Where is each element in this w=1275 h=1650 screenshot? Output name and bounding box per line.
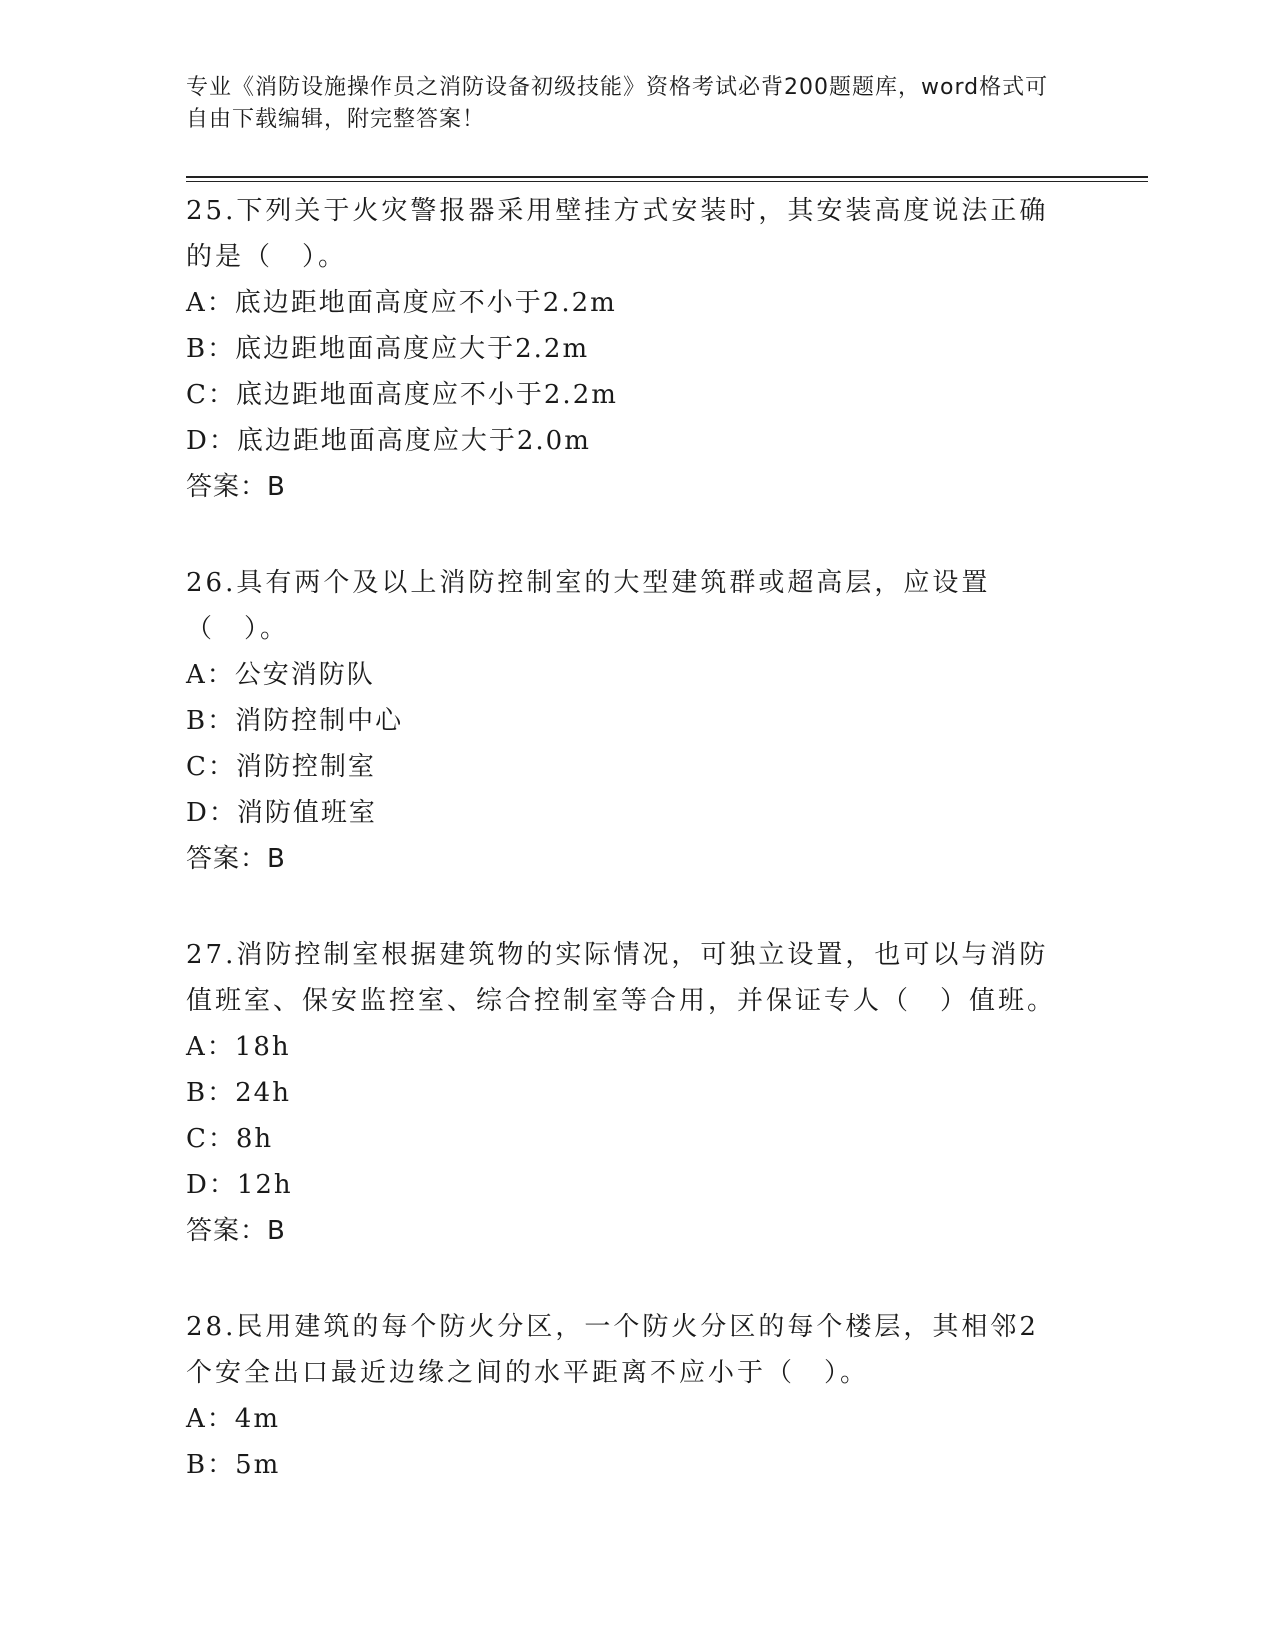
option-a: A：18h: [186, 1032, 291, 1062]
question-27: [186, 932, 1066, 1254]
question-26: [186, 560, 1066, 882]
question-stem: 25.下列关于火灾警报器采用壁挂方式安装时，其安装高度说法正确的是（ ）。: [186, 196, 1049, 272]
question-25: [186, 188, 1066, 510]
header-rule-thin: [186, 181, 1148, 182]
option-d: D：底边距地面高度应大于2.0m: [186, 426, 591, 456]
question-stem: 27.消防控制室根据建筑物的实际情况，可独立设置，也可以与消防值班室、保安监控室、综合控制室等合用，并保证专人（ ）值班。: [186, 940, 1057, 1016]
option-b: B：底边距地面高度应大于2.2m: [186, 334, 590, 364]
answer: 答案：B: [186, 844, 286, 874]
option-c: C：消防控制室: [186, 752, 376, 782]
option-d: D：12h: [186, 1170, 293, 1200]
question-list: [186, 188, 1066, 1538]
question-28: [186, 1304, 1066, 1488]
question-stem: 28.民用建筑的每个防火分区，一个防火分区的每个楼层，其相邻2个安全出口最近边缘之间的水平距离不应小于（ ）。: [186, 1312, 1039, 1388]
option-c: C：8h: [186, 1124, 274, 1154]
option-b: B：24h: [186, 1078, 291, 1108]
question-stem: 26.具有两个及以上消防控制室的大型建筑群或超高层，应设置（ ）。: [186, 568, 991, 644]
option-a: A：公安消防队: [186, 660, 375, 690]
option-a: A：4m: [186, 1404, 280, 1434]
option-b: B：消防控制中心: [186, 706, 404, 736]
option-b: B：5m: [186, 1450, 281, 1480]
option-c: C：底边距地面高度应不小于2.2m: [186, 380, 618, 410]
answer: 答案：B: [186, 472, 286, 502]
answer: 答案：B: [186, 1216, 286, 1246]
option-d: D：消防值班室: [186, 798, 377, 828]
header-rule-thick: [186, 176, 1148, 178]
document-header: 专业《消防设施操作员之消防设备初级技能》资格考试必背200题题库，word格式可自由下载编辑，附完整答案！: [186, 75, 1049, 132]
option-a: A：底边距地面高度应不小于2.2m: [186, 288, 617, 318]
